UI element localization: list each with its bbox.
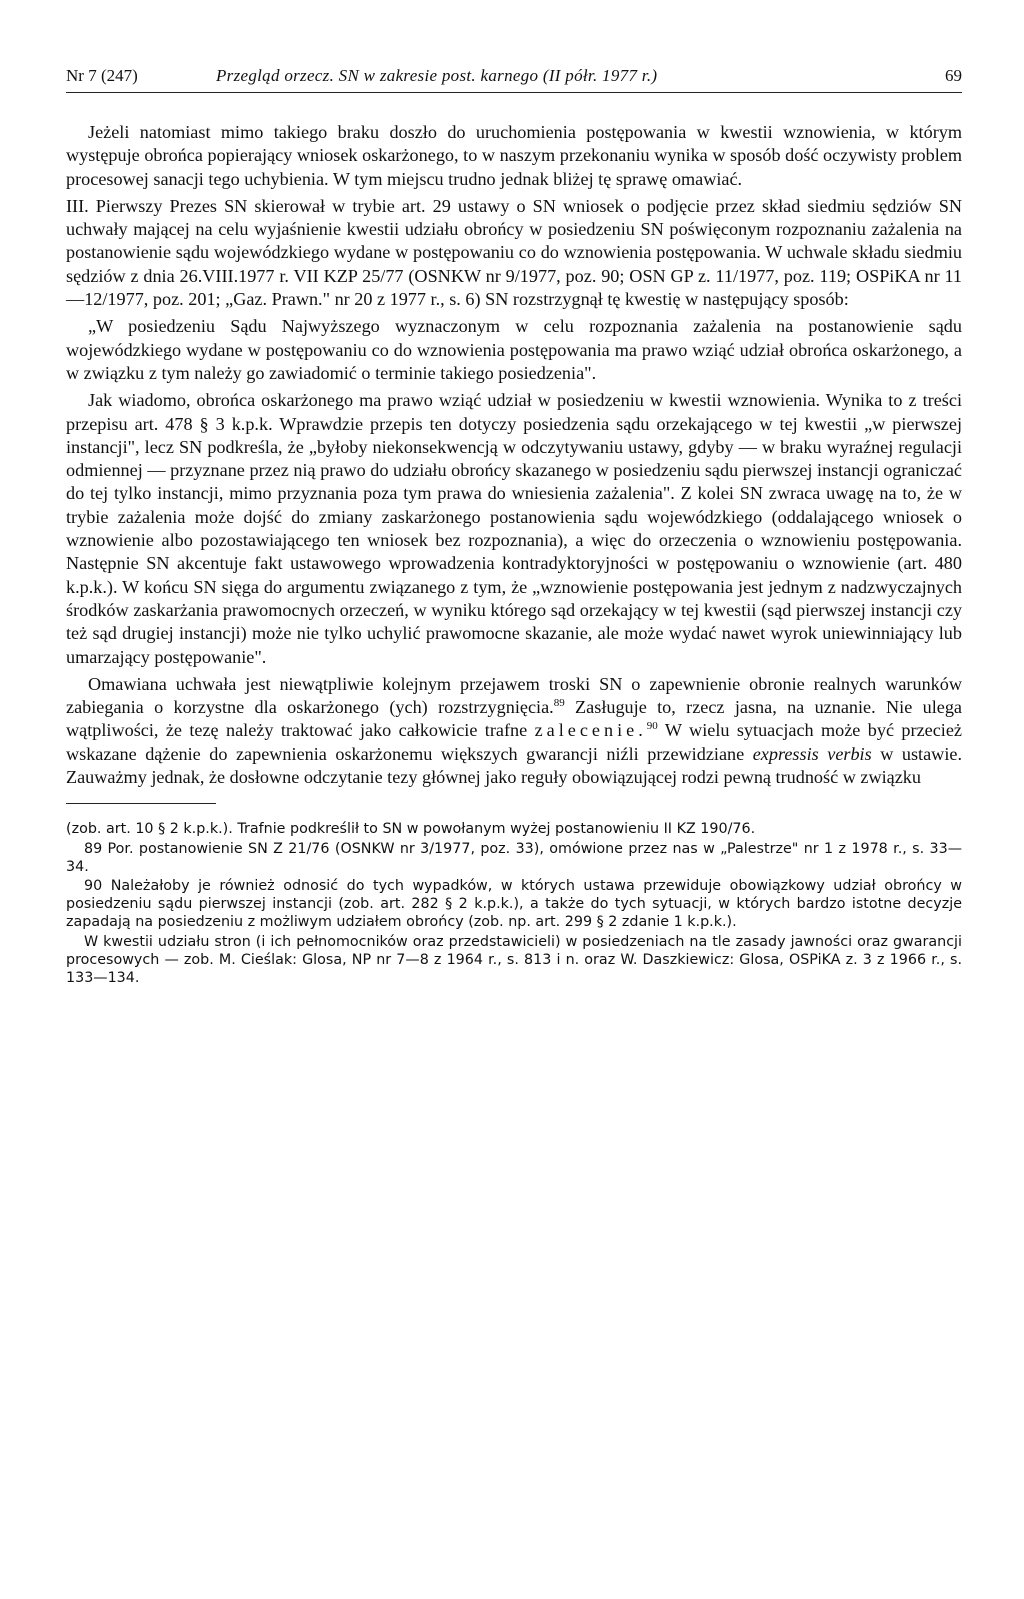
paragraph-5-part-a: Omawiana uchwała jest niewątpliwie kolejnym przejawem troski SN o zapewnienie obronie realnych warunków zabiegania o korzystne dla oskarżonego (ych) rozstrzygnięcia. [66,673,962,718]
spaced-word: zalecenie. [534,720,647,741]
footnote-rule [66,803,216,804]
paragraph-5-part-d: w ustawie. Zauważmy jednak, że dosłowne odczytanie tezy głównej jako reguły obowiązującej rodzi pewną trudność w związku [66,743,962,788]
document-page [66,58,962,987]
footnote-ref-90: 90 [646,720,658,733]
main-text [66,121,962,789]
issue-number: Nr 7 (247) [66,66,138,85]
paragraph-1: Jeżeli natomiast mimo takiego braku doszło do uruchomienia postępowania w kwestii wznowienia, w którym występuje obrońca popierający wniosek oskarżonego, to w naszym przekonaniu wynika w sposób dość oczywisty problem procesowej sanacji tego uchybienia. W tym miejscu trudno jednak bliżej tę sprawę omawiać. [66,122,962,189]
footnote-90: 90 Należałoby je również odnosić do tych wypadków, w których ustawa przewiduje obowiązkowy udział obrońcy w posiedzeniu sądu pierwszej instancji (zob. art. 282 § 2 k.p.k.), a także do tych sytuacji, w których bardzo istotne decyzje zapadają na posiedzeniu z możliwym udziałem obrońcy (zob. np. art. 299 § 2 zdanie 1 k.p.k.). [66,877,962,931]
footnote-continuation: (zob. art. 10 § 2 k.p.k.). Trafnie podkreślił to SN w powołanym wyżej postanowieniu II KZ 190/76. [66,821,756,838]
footnote-ref-89: 89 [553,697,565,710]
paragraph-5-part-c: W wielu sytuacjach może być przecież wskazane dążenie do zapewnienia oskarżonemu większych gwarancji niźli przewidziane [66,720,962,764]
paragraph-4: Jak wiadomo, obrońca oskarżonego ma prawo wziąć udział w posiedzeniu w kwestii wznowienia. Wynika to z treści przepisu art. 478 § 3 k.p.k. Wprawdzie przepis ten dotyczy posiedzenia sądu orzekającego w tej kwestii „w pierwszej instancji", lecz SN podkreśla, że „byłoby niekonsekwencją w odczytywaniu ustawy, gdyby — w braku wyraźnej regulacji odmiennej — przyznane przez nią prawo do udziału obrońcy skazanego w posiedzeniu sądu pierwszej instancji ograniczać do tej tylko instancji, mimo przyznania poza tym prawa do wniesienia zażalenia". Z kolei SN zwraca uwagę na to, że w trybie zażalenia może dojść do zmiany zaskarżonego postanowienia sądu wojewódzkiego (oddalającego wniosek o wznowienie albo pozostawiającego ten wniosek bez rozpoznania), a więc do orzeczenia o wznowieniu postępowania. Następnie SN akcentuje fakt ustawowego wprowadzenia kontradyktoryjności w postępowaniu o wznowienie (art. 480 k.p.k.). W końcu SN sięga do argumentu związanego z tym, że „wznowienie postępowania jest jednym z nadzwyczajnych środków zaskarżania prawomocnych orzeczeń, w wyniku którego sąd orzekający w tej kwestii (sąd pierwszej instancji czy też sąd drugiej instancji) może nie tylko uchylić prawomocne skazanie, ale może wydać nawet wyrok uniewinniający lub umarzający postępowanie". [66,390,962,667]
footnote-90-continuation: W kwestii udziału stron (i ich pełnomocników oraz przedstawicieli) w posiedzeniach na tle zasady jawności oraz gwarancji procesowych — zob. M. Cieślak: Glosa, NP nr 7—8 z 1964 r., s. 813 i n. oraz W. Daszkiewicz: Glosa, OSPiKA z. 3 z 1966 r., s. 133—134. [66,933,962,986]
italic-phrase: expressis verbis [752,743,872,764]
paragraph-5-part-b: Zasługuje to, rzecz jasna, na uznanie. Nie ulega wątpliwości, że tezę należy traktować jako całkowicie trafne [66,697,962,741]
header-rule [66,92,962,93]
running-title: Przegląd orzecz. SN w zakresie post. karnego (II półr. 1977 r.) [216,66,658,85]
paragraph-section-iii: III. Pierwszy Prezes SN skierował w trybie art. 29 ustawy o SN wniosek o podjęcie przez skład siedmiu sędziów SN uchwały mającej na celu wyjaśnienie kwestii udziału obrońcy w posiedzeniu SN poświęconym rozpoznaniu zażalenia na postanowienie sądu wojewódzkiego wydane w postępowaniu co do wznowienia postępowania. W uchwale składu siedmiu sędziów z dnia 26.VIII.1977 r. VII KZP 25/77 (OSNKW nr 9/1977, poz. 90; OSN GP z. 11/1977, poz. 119; OSPiKA nr 11—12/1977, poz. 201; „Gaz. Prawn." nr 20 z 1977 r., s. 6) SN rozstrzygnął tę kwestię w następujący sposób: [66,195,962,310]
footnote-89: 89 Por. postanowienie SN Z 21/76 (OSNKW nr 3/1977, poz. 33), omówione przez nas w „Palestrze" nr 1 z 1978 r., s. 33—34. [66,840,962,875]
paragraph-quote: „W posiedzeniu Sądu Najwyższego wyznaczonym w celu rozpoznania zażalenia na postanowienie sądu wojewódzkiego wydane w postępowaniu co do wznowienia postępowania ma prawo wziąć udział obrońca oskarżonego, a w związku z tym należy go zawiadomić o terminie takiego posiedzenia". [66,316,962,383]
running-header [66,58,962,90]
paragraph-5 [66,673,962,789]
footnotes [66,820,962,987]
page-number: 69 [945,66,962,85]
